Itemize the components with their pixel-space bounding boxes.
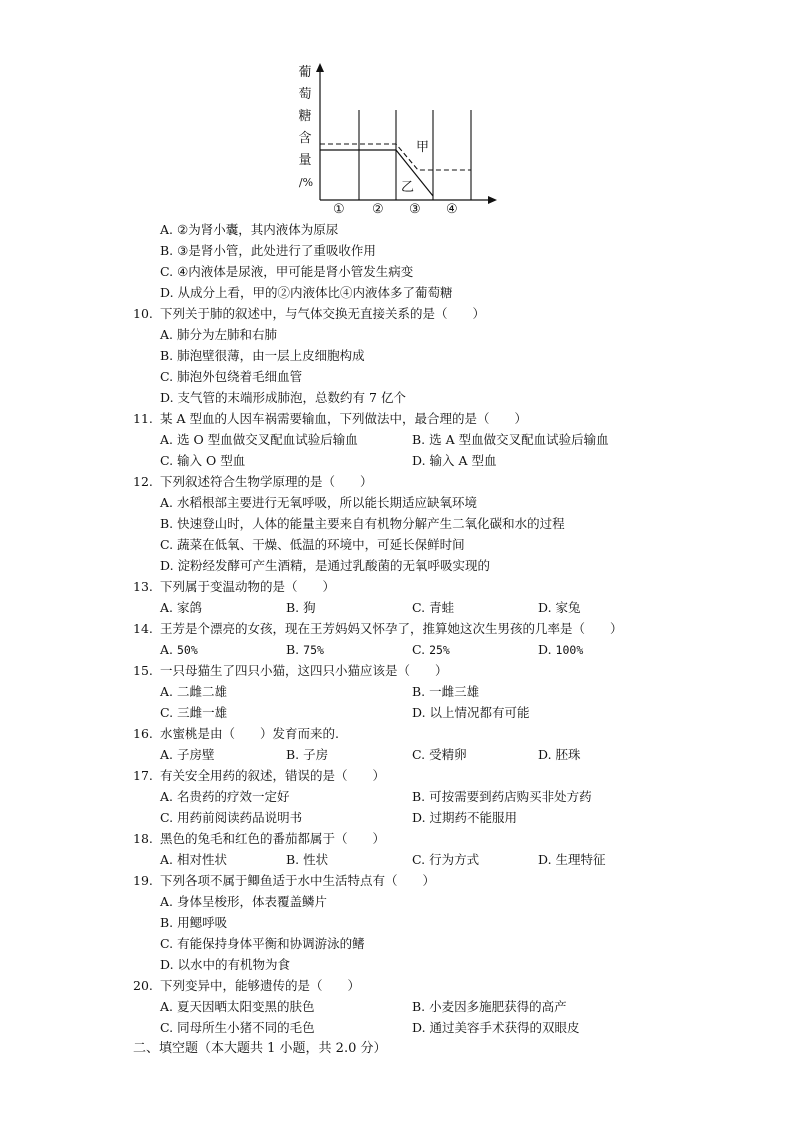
option: A. 夏天因晒太阳变黑的肤色 (160, 999, 315, 1014)
option: A. 二雌二雄 (160, 684, 228, 699)
option: A. 肺分为左肺和右肺 (160, 327, 278, 342)
y-axis-label-char: 含 (298, 131, 312, 146)
question-stem: 18. 黑色的兔毛和红色的番茄都属于（ ） (133, 831, 386, 846)
option: C. 三雌一雄 (160, 705, 228, 720)
y-axis-label-char: 糖 (298, 109, 312, 124)
option: B. 快速登山时，人体的能量主要来自有机物分解产生二氧化碳和水的过程 (160, 516, 565, 531)
x-axis-arrow (488, 196, 497, 204)
curve-yi (320, 150, 433, 196)
question-stem: 14. 王芳是个漂亮的女孩，现在王芳妈妈又怀孕了，推算她这次生男孩的几率是（ ） (133, 621, 623, 636)
segment-label: ③ (409, 202, 421, 217)
option: A. 名贵药的疗效一定好 (160, 789, 290, 804)
question-stem: 17. 有关安全用药的叙述，错误的是（ ） (133, 768, 386, 783)
option: B. ③是肾小管，此处进行了重吸收作用 (160, 243, 376, 258)
option: B. 可按需要到药店购买非处方药 (412, 789, 592, 804)
option: D. 过期药不能服用 (412, 810, 518, 825)
option: C. 同母所生小猪不同的毛色 (160, 1020, 315, 1035)
option: B. 用鳃呼吸 (160, 915, 228, 930)
question-stem: 19. 下列各项不属于鲫鱼适于水中生活特点有（ ） (133, 873, 436, 888)
question-stem: 20. 下列变异中，能够遗传的是（ ） (133, 978, 361, 993)
option: B. 肺泡壁很薄，由一层上皮细胞构成 (160, 348, 365, 363)
option: A. 身体呈梭形，体表覆盖鳞片 (160, 894, 328, 909)
curve-label-yi: 乙 (401, 180, 415, 195)
option: A. 50% (160, 642, 198, 657)
option: C. 行为方式 (412, 852, 480, 867)
option: C. 25% (412, 642, 450, 657)
option: C. ④内液体是尿液，甲可能是肾小管发生病变 (160, 264, 414, 279)
option: A. 家鸽 (160, 600, 203, 615)
option: D. 家兔 (538, 600, 581, 615)
option: B. 小麦因多施肥获得的高产 (412, 999, 567, 1014)
option: D. 支气管的末端形成肺泡，总数约有 7 亿个 (160, 390, 406, 405)
option: C. 输入 O 型血 (160, 453, 246, 468)
option: C. 肺泡外包绕着毛细血管 (160, 369, 303, 384)
segment-label: ② (372, 202, 384, 217)
option: B. 选 A 型血做交叉配血试验后输血 (412, 432, 609, 447)
question-stem: 12. 下列叙述符合生物学原理的是（ ） (133, 474, 373, 489)
option: A. 选 O 型血做交叉配血试验后输血 (160, 432, 358, 447)
option: D. 胚珠 (538, 747, 581, 762)
segment-label: ④ (446, 202, 458, 217)
option: B. 一雌三雄 (412, 684, 480, 699)
option: B. 狗 (286, 600, 316, 615)
y-axis-label-char: 萄 (298, 87, 312, 102)
option: D. 输入 A 型血 (412, 453, 497, 468)
option: C. 青蛙 (412, 600, 455, 615)
figure-diagram (290, 60, 510, 225)
option: D. 以上情况都有可能 (412, 705, 530, 720)
option: A. 子房壁 (160, 747, 215, 762)
question-stem: 11. 某 A 型血的人因车祸需要输血，下列做法中，最合理的是（ ） (133, 411, 527, 426)
option: C. 有能保持身体平衡和协调游泳的鳍 (160, 936, 365, 951)
option: A. 水稻根部主要进行无氧呼吸，所以能长期适应缺氧环境 (160, 495, 478, 510)
question-stem: 10. 下列关于肺的叙述中，与气体交换无直接关系的是（ ） (133, 306, 486, 321)
option: D. 淀粉经发酵可产生酒精，是通过乳酸菌的无氧呼吸实现的 (160, 558, 491, 573)
y-axis-label-unit: /% (298, 176, 314, 189)
option: D. 通过美容手术获得的双眼皮 (412, 1020, 580, 1035)
question-stem: 13. 下列属于变温动物的是（ ） (133, 579, 336, 594)
question-stem: 16. 水蜜桃是由（ ）发育而来的. (133, 726, 339, 741)
y-axis-label-char: 葡 (298, 65, 312, 80)
option: C. 蔬菜在低氧、干燥、低温的环境中，可延长保鲜时间 (160, 537, 465, 552)
option: B. 子房 (286, 747, 329, 762)
option: B. 性状 (286, 852, 329, 867)
y-axis-label-char: 量 (298, 153, 312, 168)
glucose-content-figure (290, 60, 510, 225)
segment-label: ① (333, 202, 345, 217)
y-axis-arrow (316, 63, 324, 72)
option: D. 100% (538, 642, 584, 657)
option: D. 从成分上看，甲的②内液体比④内液体多了葡萄糖 (160, 285, 453, 300)
option: C. 受精卵 (412, 747, 467, 762)
option: B. 75% (286, 642, 324, 657)
section-heading: 二、填空题（本大题共 1 小题，共 2.0 分） (133, 1041, 387, 1056)
option: A. ②为肾小囊，其内液体为原尿 (160, 222, 339, 237)
option: A. 相对性状 (160, 852, 228, 867)
option: D. 以水中的有机物为食 (160, 957, 291, 972)
curve-label-jia: 甲 (416, 140, 430, 155)
option: D. 生理特征 (538, 852, 606, 867)
option: C. 用药前阅读药品说明书 (160, 810, 303, 825)
question-stem: 15. 一只母猫生了四只小猫，这四只小猫应该是（ ） (133, 663, 448, 678)
